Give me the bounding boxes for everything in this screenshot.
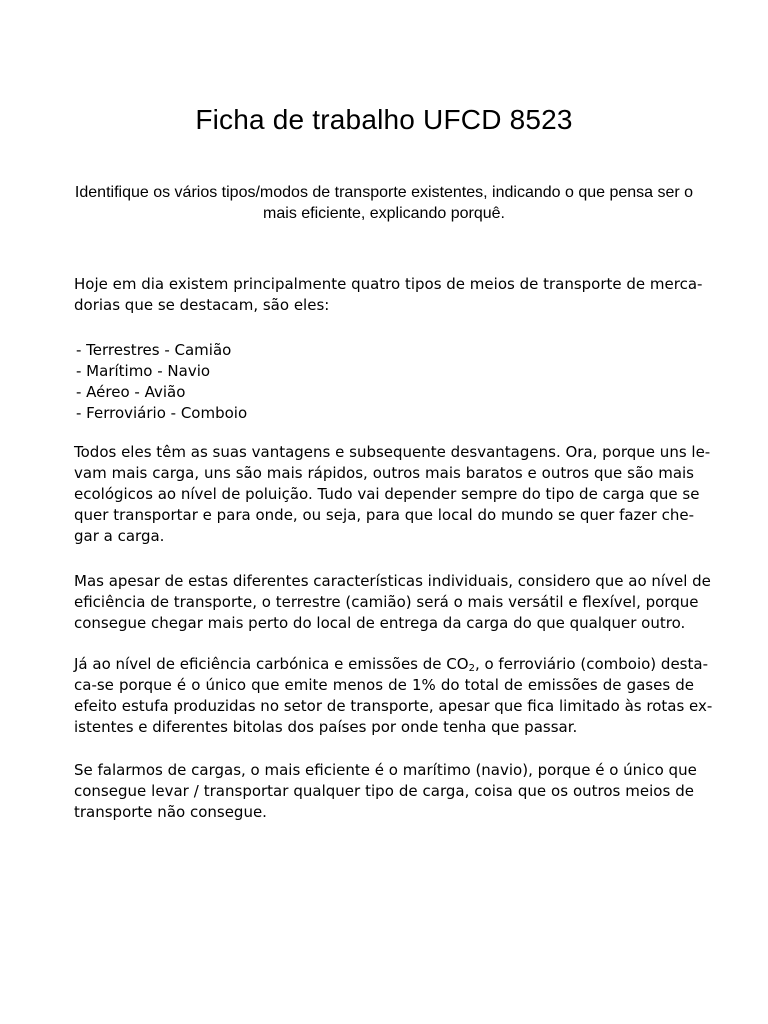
list-item: - Marítimo - Navio: [76, 362, 211, 380]
intro-line: dorias que se destacam, são eles:: [74, 296, 330, 314]
carbon-paragraph: [74, 654, 713, 738]
transport-list: [74, 340, 247, 424]
paragraph-line: Se falarmos de cargas, o mais eficiente é o marítimo (navio), porque é o único que: [74, 761, 697, 779]
subscript-two: 2: [468, 663, 475, 674]
cargo-paragraph: [74, 760, 697, 823]
paragraph-line: consegue levar / transportar qualquer tipo de carga, coisa que os outros meios de: [74, 782, 694, 800]
paragraph-line: Todos eles têm as suas vantagens e subsequente desvantagens. Ora, porque uns le-: [74, 443, 711, 461]
list-item: - Ferroviário - Comboio: [76, 404, 248, 422]
paragraph-line: Mas apesar de estas diferentes características individuais, considero que ao nível de: [74, 572, 711, 590]
intro-line: Hoje em dia existem principalmente quatro tipos de meios de transporte de merca-: [74, 275, 703, 293]
paragraph-line: quer transportar e para onde, ou seja, para que local do mundo se quer fazer che-: [74, 506, 694, 524]
paragraph-line: vam mais carga, uns são mais rápidos, outros mais baratos e outros que são mais: [74, 464, 694, 482]
line-text: Já ao nível de eficiência carbónica e emissões de CO: [74, 655, 469, 673]
paragraph-line: ca-se porque é o único que emite menos de 1% do total de emissões de gases de: [74, 676, 694, 694]
list-item: - Aéreo - Avião: [76, 383, 186, 401]
intro-paragraph: [74, 274, 703, 316]
line-text: , o ferroviário (comboio) desta-: [474, 655, 708, 673]
question-text: Identifique os vários tipos/modos de transporte existentes, indicando o que pensa ser o mais eficiente, explicando porquê.: [74, 184, 694, 222]
paragraph-line: eficiência de transporte, o terrestre (camião) será o mais versátil e flexível, porque: [74, 593, 699, 611]
paragraph-line: transporte não consegue.: [74, 803, 267, 821]
paragraph-line: gar a carga.: [74, 527, 165, 545]
efficiency-paragraph: [74, 571, 711, 634]
paragraph-line: istentes e diferentes bitolas dos países por onde tenha que passar.: [74, 718, 578, 736]
paragraph-line: consegue chegar mais perto do local de entrega da carga do que qualquer outro.: [74, 614, 686, 632]
paragraph-line: ecológicos ao nível de poluição. Tudo vai depender sempre do tipo de carga que se: [74, 485, 700, 503]
document-title: Ficha de trabalho UFCD 8523: [195, 104, 573, 135]
list-item: - Terrestres - Camião: [76, 341, 232, 359]
paragraph-line: efeito estufa produzidas no setor de transporte, apesar que fica limitado às rotas ex-: [74, 697, 713, 715]
paragraph-line: [74, 654, 708, 675]
advantages-paragraph: [74, 442, 711, 547]
